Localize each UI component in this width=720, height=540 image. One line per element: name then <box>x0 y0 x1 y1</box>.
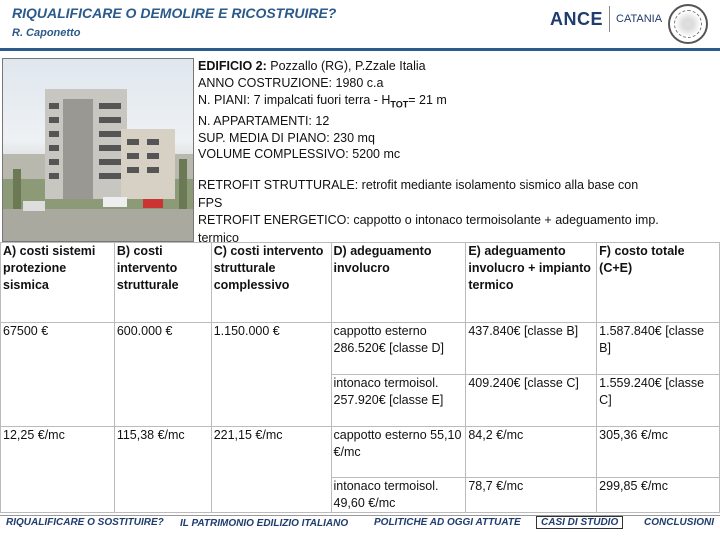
bottom-nav <box>0 512 720 540</box>
table-row <box>1 427 720 478</box>
author-name: R. Caponetto <box>12 27 81 39</box>
cell-e: 409.240€ [classe C] <box>466 375 597 427</box>
logo-divider <box>609 6 610 32</box>
retrofit-line-2: FPS <box>198 195 223 210</box>
retrofit-line-1: RETROFIT STRUTTURALE: retrofit mediante isolamento sismico alla base con <box>198 178 639 192</box>
cell-c: 1.150.000 € <box>211 323 331 427</box>
nav-item-politiche[interactable]: POLITICHE AD OGGI ATTUATE <box>374 517 521 528</box>
col-header-e: E) adeguamento involucro + impianto termico <box>466 243 597 323</box>
info-year: ANNO COSTRUZIONE: 1980 c.a <box>198 75 384 90</box>
nav-item-patrimonio[interactable]: IL PATRIMONIO EDILIZIO ITALIANO <box>180 518 349 529</box>
building-photo <box>2 58 194 242</box>
info-apartments: N. APPARTAMENTI: 12 <box>198 113 330 128</box>
info-surface: SUP. MEDIA DI PIANO: 230 mq <box>198 130 375 145</box>
cell-f: 305,36 €/mc <box>597 427 720 478</box>
page-title: RIQUALIFICARE O DEMOLIRE E RICOSTRUIRE? <box>12 5 337 21</box>
building-info <box>198 58 718 163</box>
logo-ance-text: ANCE <box>550 8 604 29</box>
nav-item-conclusioni[interactable]: CONCLUSIONI <box>644 517 714 528</box>
info-building: EDIFICIO 2: Pozzallo (RG), P.Zzale Italia <box>198 59 426 73</box>
cell-d: intonaco termoisol. 49,60 €/mc <box>331 478 466 513</box>
cell-b: 115,38 €/mc <box>114 427 211 513</box>
cell-e: 437.840€ [classe B] <box>466 323 597 375</box>
cell-e: 78,7 €/mc <box>466 478 597 513</box>
table-header-row <box>1 243 720 323</box>
col-header-f: F) costo totale (C+E) <box>597 243 720 323</box>
logo-city-text: CATANIA <box>616 13 663 25</box>
retrofit-line-3: RETROFIT ENERGETICO: cappotto o intonaco termoisolante + adeguamento imp. <box>198 213 659 227</box>
cell-d: cappotto esterno 55,10 €/mc <box>331 427 466 478</box>
col-header-b: B) costi intervento strutturale <box>114 243 211 323</box>
cell-c: 221,15 €/mc <box>211 427 331 513</box>
nav-item-riqualificare[interactable]: RIQUALIFICARE O SOSTITUIRE? <box>6 517 164 528</box>
cell-f: 299,85 €/mc <box>597 478 720 513</box>
cell-f: 1.587.840€ [classe B] <box>597 323 720 375</box>
retrofit-description <box>198 177 718 247</box>
cell-d: cappotto esterno 286.520€ [classe D] <box>331 323 466 375</box>
table-row <box>1 323 720 375</box>
retrofit-line-4: termico <box>198 230 239 245</box>
ance-logo <box>550 6 662 32</box>
info-volume: VOLUME COMPLESSIVO: 5200 mc <box>198 147 401 162</box>
col-header-d: D) adeguamento involucro <box>331 243 466 323</box>
cell-a: 67500 € <box>1 323 115 427</box>
header-rule <box>0 48 720 51</box>
cell-f: 1.559.240€ [classe C] <box>597 375 720 427</box>
cell-a: 12,25 €/mc <box>1 427 115 513</box>
university-seal-icon <box>668 4 708 44</box>
cell-d: intonaco termoisol. 257.920€ [classe E] <box>331 375 466 427</box>
cell-b: 600.000 € <box>114 323 211 427</box>
cost-table <box>0 242 720 513</box>
col-header-a: A) costi sistemi protezione sismica <box>1 243 115 323</box>
info-floors: N. PIANI: 7 impalcati fuori terra - $H_{TOT}= 21$ m <box>198 92 447 110</box>
nav-item-casi-di-studio[interactable]: CASI DI STUDIO <box>536 516 623 529</box>
cell-e: 84,2 €/mc <box>466 427 597 478</box>
col-header-c: C) costi intervento strutturale complessivo <box>211 243 331 323</box>
